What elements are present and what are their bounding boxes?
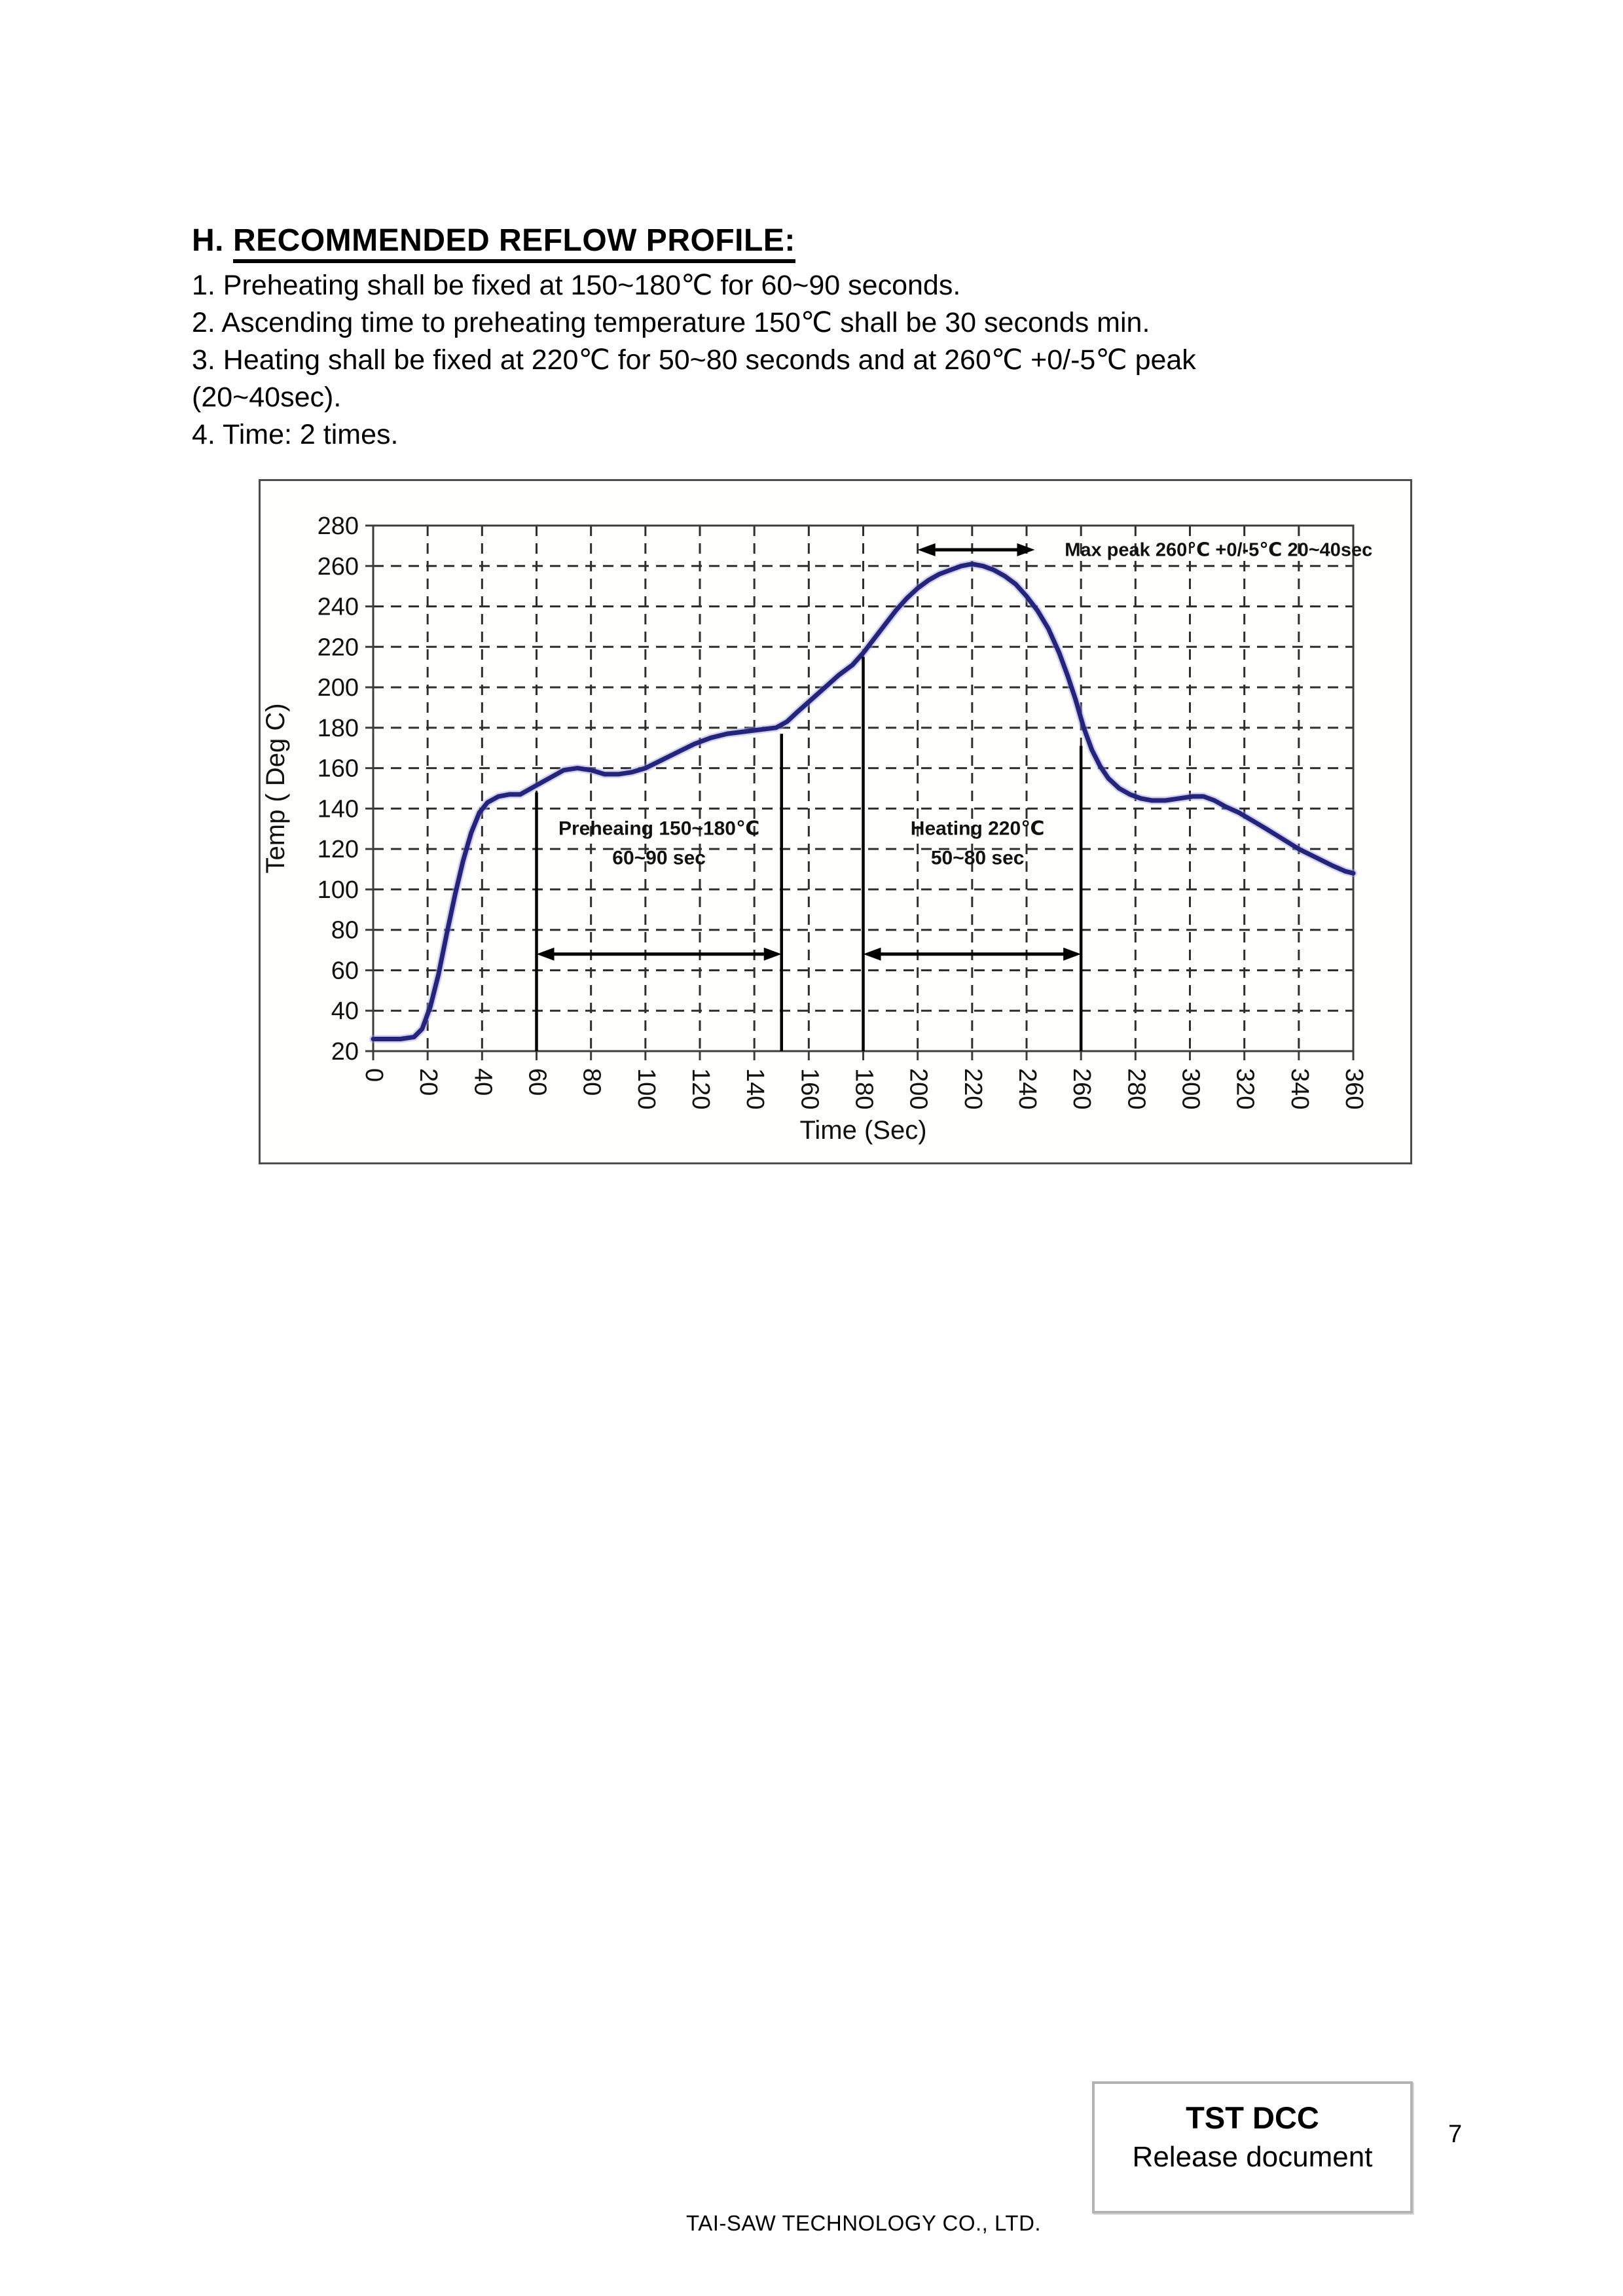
arrowhead-right (764, 948, 782, 961)
section-letter: H. (192, 223, 224, 258)
x-tick-label: 360 (1340, 1068, 1368, 1110)
chart-annotation: Heating 220℃ (910, 817, 1045, 840)
x-tick-label: 120 (687, 1068, 714, 1110)
x-tick-label: 220 (958, 1068, 987, 1110)
x-tick-label: 20 (414, 1068, 443, 1096)
y-tick-label: 220 (317, 634, 359, 662)
y-tick-label: 60 (331, 957, 359, 985)
section-heading (192, 223, 795, 259)
x-tick-label: 320 (1231, 1068, 1259, 1110)
section-title: RECOMMENDED REFLOW PROFILE: (233, 223, 795, 263)
y-tick-label: 120 (317, 836, 359, 864)
x-axis-title: Time (Sec) (799, 1116, 927, 1145)
arrowhead-left (864, 948, 881, 961)
y-tick-label: 40 (331, 997, 359, 1026)
chart-annotation: 50~80 sec (930, 847, 1025, 869)
x-tick-label: 180 (850, 1068, 878, 1110)
y-tick-label: 20 (331, 1038, 359, 1066)
arrowhead-right (1063, 948, 1081, 961)
x-tick-label: 260 (1068, 1068, 1096, 1110)
y-tick-label: 240 (317, 593, 359, 621)
x-tick-label: 280 (1122, 1068, 1150, 1110)
x-tick-label: 160 (795, 1068, 824, 1110)
x-tick-label: 80 (577, 1068, 606, 1096)
chart-annotation: Max peak 260℃ +0/-5℃ 20~40sec (1065, 539, 1373, 561)
instruction-line: 1. Preheating shall be fixed at 150~180℃ for 60~90 seconds. (192, 270, 961, 301)
instruction-line: 3. Heating shall be fixed at 220℃ for 50~80 seconds and at 260℃ +0/-5℃ peak (192, 344, 1196, 376)
footer-company-name: TAI-SAW TECHNOLOGY CO., LTD. (686, 2211, 1042, 2235)
y-tick-label: 260 (317, 552, 359, 581)
y-tick-label: 80 (331, 916, 359, 944)
arrowhead-left (537, 948, 555, 961)
chart-annotation: 60~90 sec (612, 847, 706, 869)
y-tick-label: 280 (317, 512, 359, 540)
reflow-profile-chart (261, 481, 1410, 1162)
release-stamp-box (1092, 2081, 1413, 2214)
y-tick-label: 160 (317, 755, 359, 783)
instruction-line: 4. Time: 2 times. (192, 419, 399, 450)
x-tick-label: 140 (741, 1068, 769, 1110)
x-tick-label: 300 (1176, 1068, 1205, 1110)
y-axis-title: Temp ( Deg C) (261, 703, 290, 874)
y-tick-label: 100 (317, 876, 359, 904)
instruction-list (192, 267, 1196, 454)
x-tick-label: 40 (469, 1068, 497, 1096)
y-tick-label: 140 (317, 795, 359, 823)
y-tick-label: 180 (317, 714, 359, 742)
instruction-line: 2. Ascending time to preheating temperature 150℃ shall be 30 seconds min. (192, 307, 1150, 338)
arrowhead-left (918, 543, 936, 556)
instruction-line: (20~40sec). (192, 382, 342, 413)
x-tick-label: 60 (523, 1068, 551, 1096)
x-tick-label: 240 (1013, 1068, 1041, 1110)
stamp-title: TST DCC (1186, 2100, 1319, 2135)
x-tick-label: 100 (632, 1068, 660, 1110)
x-tick-label: 200 (904, 1068, 932, 1110)
page-number: 7 (1448, 2121, 1463, 2148)
chart-annotation: Preheaing 150~180℃ (558, 817, 760, 840)
stamp-subtitle: Release document (1132, 2141, 1373, 2173)
reflow-profile-figure (259, 479, 1412, 1164)
x-tick-label: 0 (360, 1068, 388, 1083)
x-tick-label: 340 (1285, 1068, 1313, 1110)
y-tick-label: 200 (317, 674, 359, 702)
